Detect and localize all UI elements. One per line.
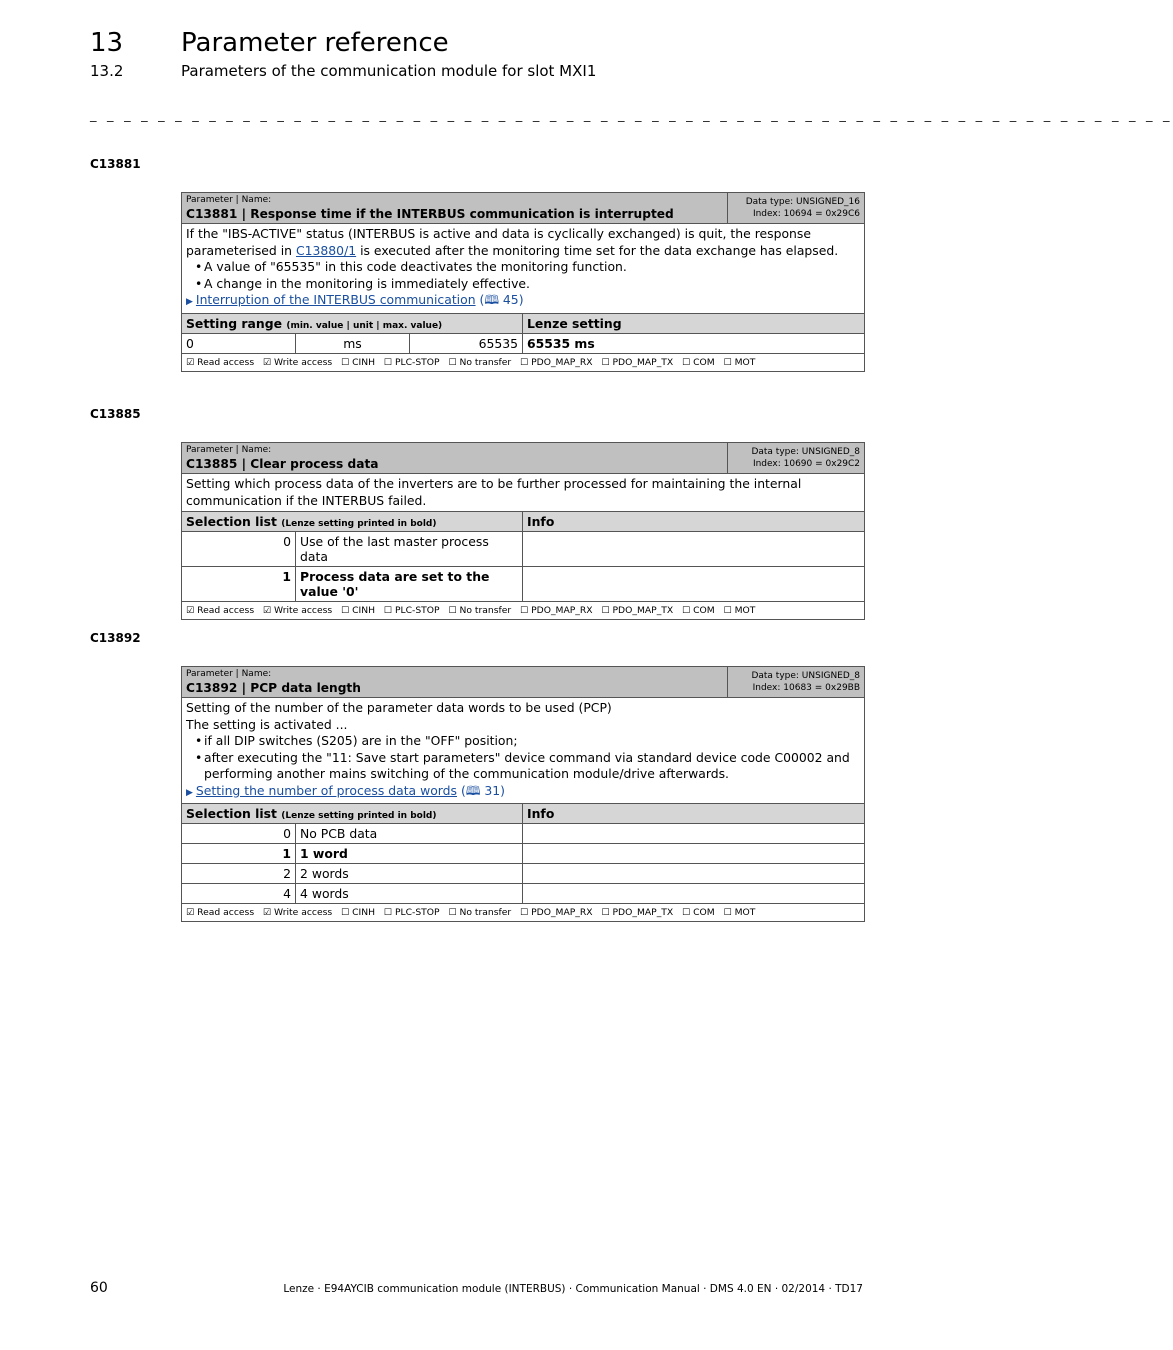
header-divider: _ _ _ _ _ _ _ _ _ _ _ _ _ _ _ _ _ _ _ _ _ _ _ _ _ _ _ _ _ _ _ _ _ _ _ _ _ _ _ _ _ _ _ _ _ _ _ _ _ _ _ _ _ _ _ _ _ _ _ _ _ _ _ _: [90, 108, 1173, 123]
param-index: Index: 10694 = 0x29C6: [752, 209, 861, 219]
chapter-number: 13: [90, 28, 124, 58]
param-label: Parameter | Name:: [186, 669, 272, 679]
selection-value: 1: [182, 844, 296, 864]
footer-text: Lenze · E94AYCIB communication module (INTERBUS) · Communication Manual · DMS 4.0 EN · 02/2014 · TD17: [283, 1283, 863, 1295]
selection-value: 0: [182, 532, 296, 567]
param-description: [182, 698, 865, 804]
chapter-title: Parameter reference: [181, 28, 449, 58]
triangle-right-icon: ▶: [186, 297, 193, 307]
code-heading-c13885: C13885: [90, 407, 141, 421]
ref-page: 45: [502, 292, 519, 307]
desc-text: is executed after the monitoring time set for the data exchange has elapsed.: [360, 242, 839, 258]
code-heading-c13881: C13881: [90, 157, 141, 171]
selection-row: [182, 884, 865, 904]
selection-info: [523, 567, 865, 602]
ref-link[interactable]: Setting the number of process data words: [195, 782, 457, 798]
data-type-cell: [728, 193, 865, 224]
selection-text: 4 words: [296, 884, 523, 904]
data-type-cell: [728, 667, 865, 698]
param-index: Index: 10683 = 0x29BB: [752, 683, 861, 693]
unit: ms: [296, 333, 410, 353]
selection-row: [182, 844, 865, 864]
selection-info: [523, 824, 865, 844]
book-icon: 🕮: [484, 292, 499, 307]
setting-range-header: Setting range (min. value | unit | max. value): [182, 313, 523, 333]
selection-row: [182, 864, 865, 884]
section-title: Parameters of the communication module for slot MXI1: [181, 62, 597, 80]
selection-row: [182, 532, 865, 567]
info-header: Info: [523, 512, 865, 532]
selection-value: 1: [182, 567, 296, 602]
selection-row: [182, 567, 865, 602]
selection-text: 1 word: [296, 844, 523, 864]
access-flags: ☑ Read access ☑ Write access ☐ CINH ☐ PLC-STOP ☐ No transfer ☐ PDO_MAP_RX ☐ PDO_MAP_TX ☐ COM ☐ MOT: [182, 602, 865, 620]
bullet-item: • A value of "65535" in this code deactivates the monitoring function.: [204, 259, 860, 276]
selection-text: No PCB data: [296, 824, 523, 844]
page-number: 60: [90, 1280, 108, 1296]
access-flags: ☑ Read access ☑ Write access ☐ CINH ☐ PLC-STOP ☐ No transfer ☐ PDO_MAP_RX ☐ PDO_MAP_TX ☐ COM ☐ MOT: [182, 353, 865, 371]
selection-list-header: Selection list (Lenze setting printed in bold): [182, 512, 523, 532]
lenze-setting-value: 65535 ms: [523, 333, 865, 353]
setting-range-sub: (min. value | unit | max. value): [286, 320, 443, 331]
selection-value: 0: [182, 824, 296, 844]
code-heading-c13892: C13892: [90, 631, 141, 645]
selection-info: [523, 864, 865, 884]
selection-row: [182, 824, 865, 844]
book-icon: 🕮: [465, 782, 481, 798]
selection-list-sub: (Lenze setting printed in bold): [281, 811, 437, 821]
param-name-cell: [182, 443, 728, 474]
code-link[interactable]: C13880/1: [296, 242, 357, 258]
param-name: C13892 | PCP data length: [186, 681, 361, 695]
cross-reference[interactable]: ▶ Interruption of the INTERBUS communication (🕮 45): [186, 292, 524, 307]
data-type: Data type: UNSIGNED_8: [751, 447, 861, 457]
param-table-c13892: [181, 666, 865, 922]
selection-list-sub: (Lenze setting printed in bold): [281, 519, 437, 529]
bullet-item: • after executing the "11: Save start parameters" device command via standard device code C00002 and performing another mains switching of the communication module/drive afterwards.: [204, 750, 860, 783]
info-header: Info: [523, 804, 865, 824]
selection-value: 2: [182, 864, 296, 884]
desc-text: The setting is activated ...: [186, 716, 348, 732]
param-description: [182, 224, 865, 314]
ref-page: 31: [484, 782, 501, 798]
param-name: C13881 | Response time if the INTERBUS communication is interrupted: [186, 207, 674, 221]
cross-reference[interactable]: ▶ Setting the number of process data words (🕮 31): [186, 782, 505, 798]
access-flags: ☑ Read access ☑ Write access ☐ CINH ☐ PLC-STOP ☐ No transfer ☐ PDO_MAP_RX ☐ PDO_MAP_TX ☐ COM ☐ MOT: [182, 904, 865, 922]
bullet-item: • if all DIP switches (S205) are in the "OFF" position;: [204, 733, 860, 750]
selection-text: Process data are set to the value '0': [296, 567, 523, 602]
ref-link[interactable]: Interruption of the INTERBUS communication: [195, 292, 476, 307]
triangle-right-icon: ▶: [186, 787, 193, 798]
max-value: 65535: [410, 333, 523, 353]
bullet-item: • A change in the monitoring is immediately effective.: [204, 276, 860, 293]
param-label: Parameter | Name:: [186, 445, 272, 455]
section-number: 13.2: [90, 62, 124, 80]
selection-info: [523, 884, 865, 904]
selection-list-header: Selection list (Lenze setting printed in bold): [182, 804, 523, 824]
lenze-setting-header: Lenze setting: [523, 313, 865, 333]
data-type: Data type: UNSIGNED_16: [745, 197, 861, 207]
param-name-cell: [182, 667, 728, 698]
selection-text: 2 words: [296, 864, 523, 884]
param-description: Setting which process data of the inverters are to be further processed for maintaining the internal communication if the INTERBUS failed.: [182, 474, 865, 512]
selection-text: Use of the last master process data: [296, 532, 523, 567]
desc-text: If the "IBS-ACTIVE" status (INTERBUS is active and data is cyclically exchanged) is quit, the response parameterised in: [186, 226, 811, 258]
param-index: Index: 10690 = 0x29C2: [752, 459, 861, 469]
param-label: Parameter | Name:: [186, 195, 272, 205]
data-type: Data type: UNSIGNED_8: [751, 671, 861, 681]
selection-info: [523, 844, 865, 864]
param-table-c13885: [181, 442, 865, 620]
selection-value: 4: [182, 884, 296, 904]
min-value: 0: [182, 333, 296, 353]
param-table-c13881: [181, 192, 865, 372]
param-name-cell: [182, 193, 728, 224]
desc-text: Setting of the number of the parameter data words to be used (PCP): [186, 700, 612, 715]
selection-info: [523, 532, 865, 567]
param-name: C13885 | Clear process data: [186, 457, 379, 471]
data-type-cell: [728, 443, 865, 474]
